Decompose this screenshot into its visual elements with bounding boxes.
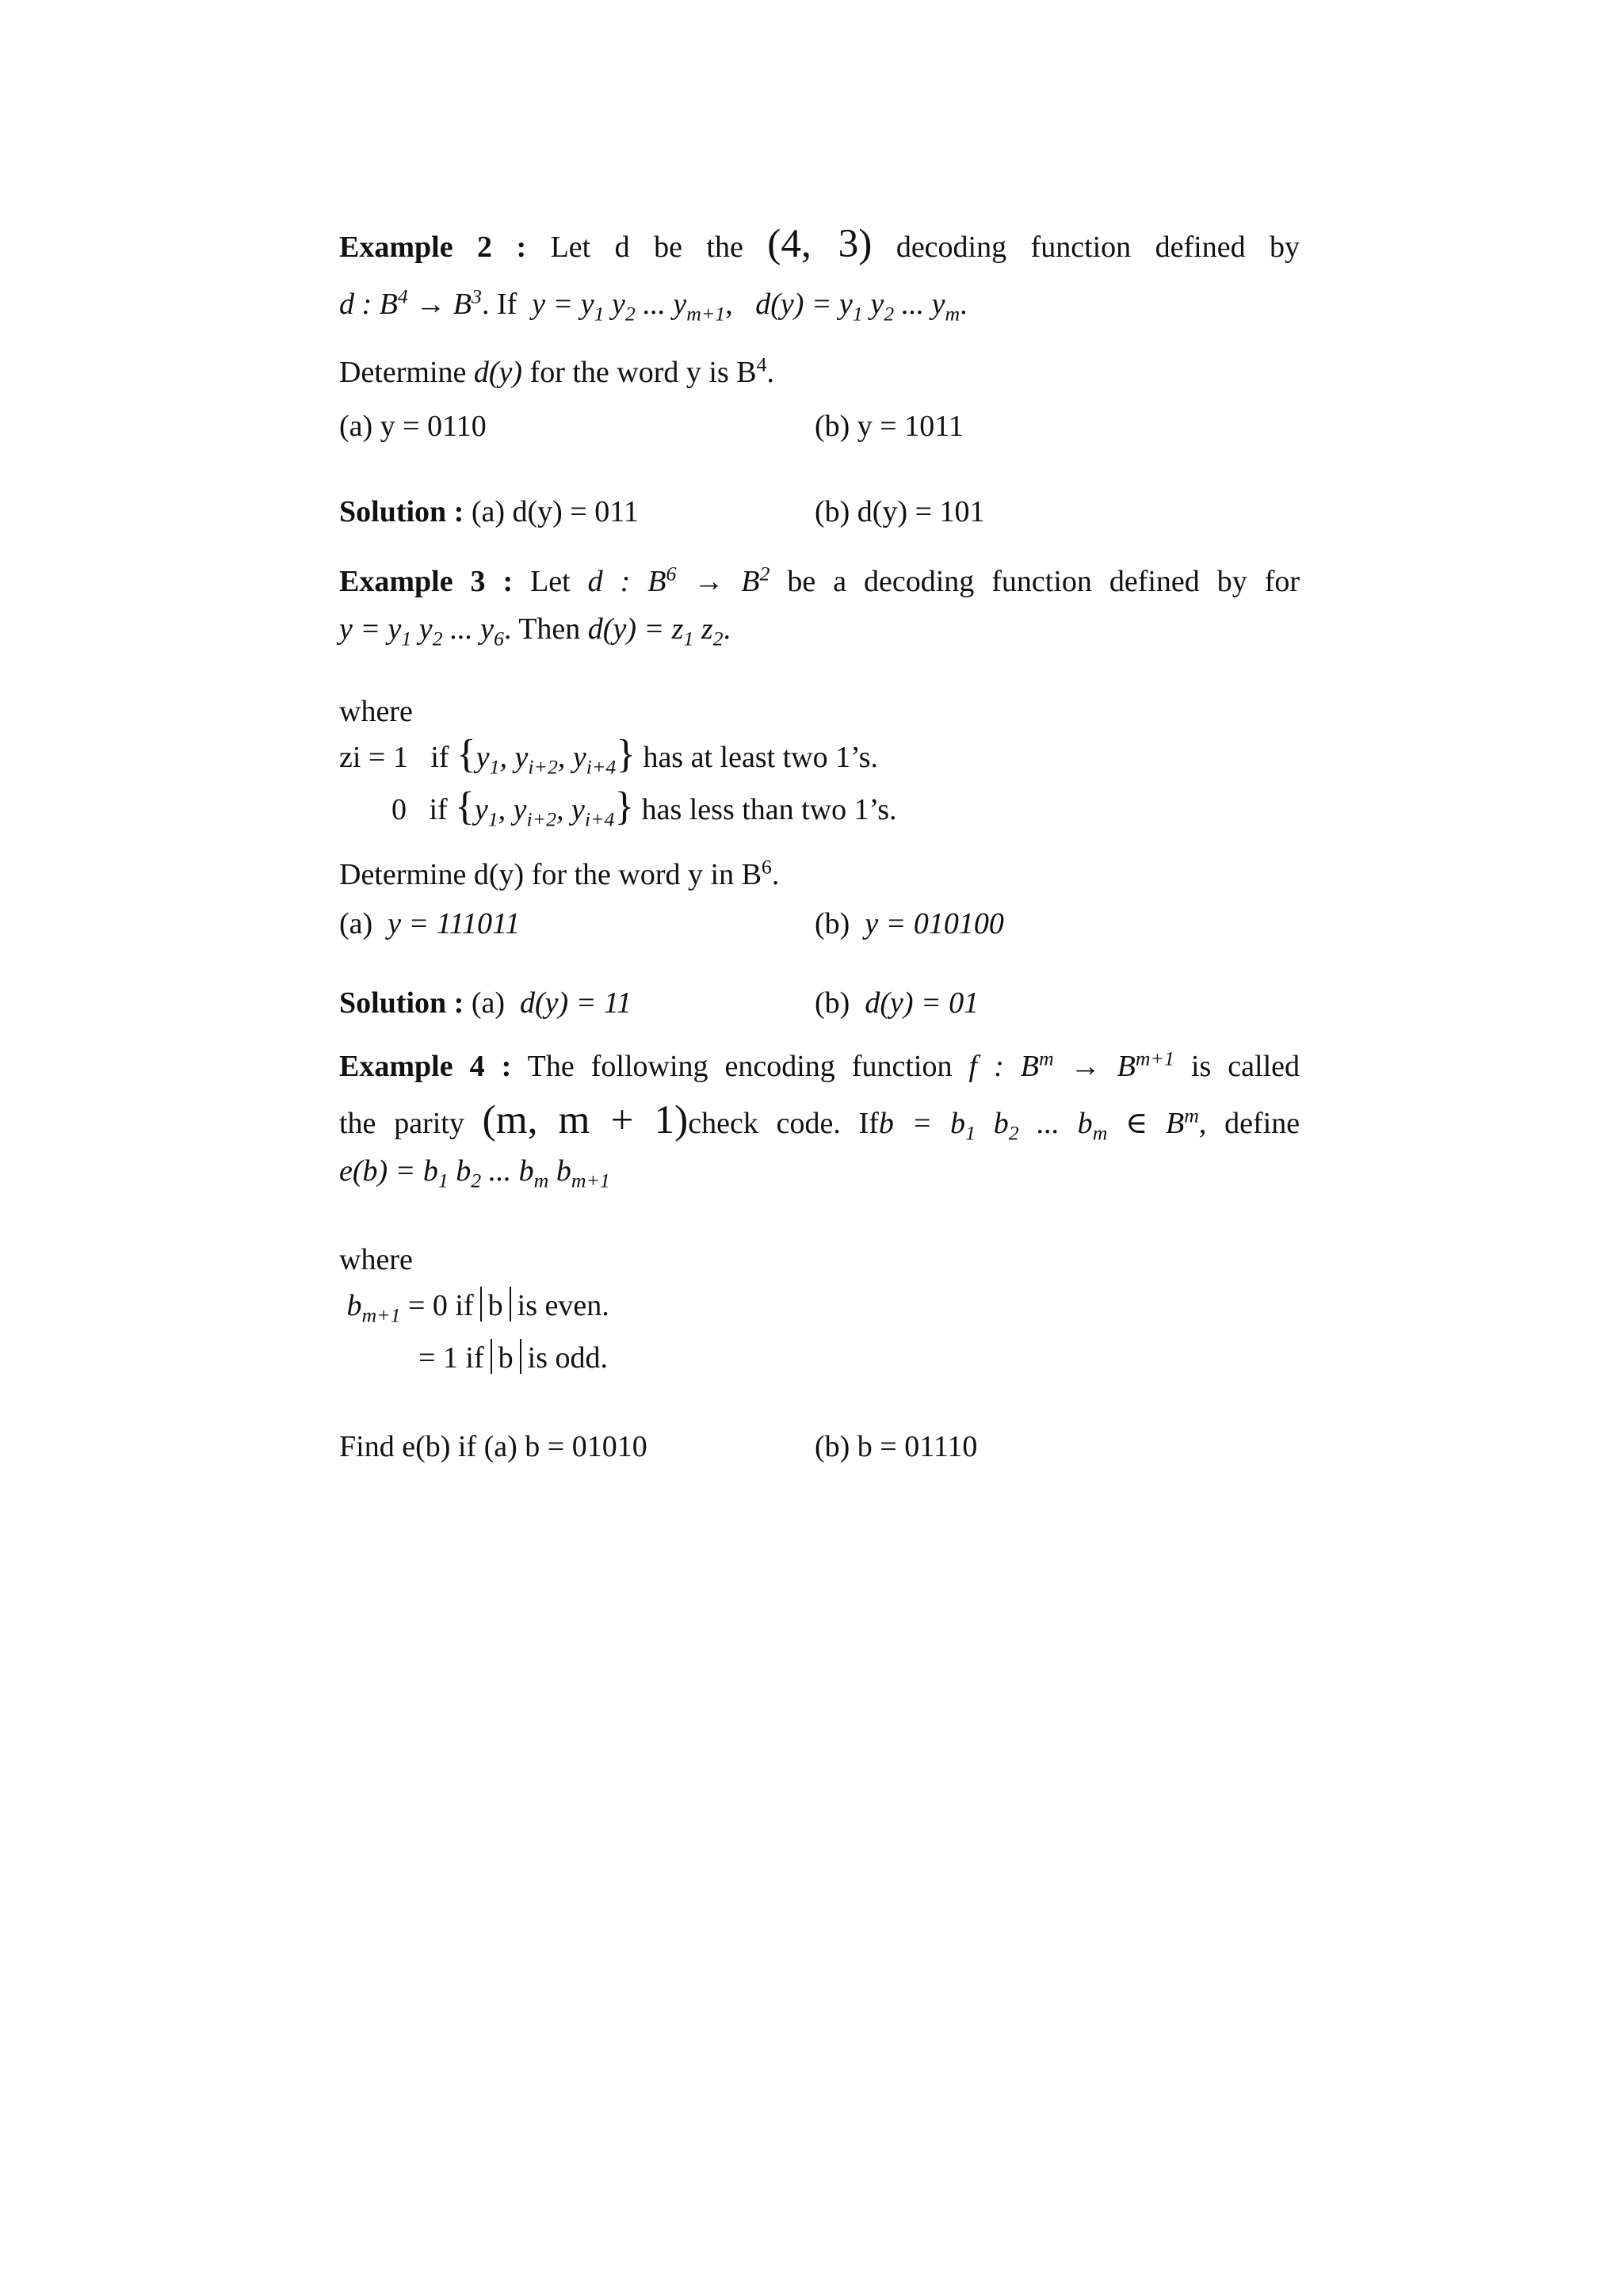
example2-determine-word: for the word y is B xyxy=(529,356,757,389)
example3-solution-b xyxy=(815,986,979,1022)
example2-parts-line xyxy=(339,409,487,445)
example2-pair: (4, 3) xyxy=(767,221,873,266)
example3-determine-text: Determine xyxy=(339,858,467,891)
example2-solution-label: Solution : xyxy=(339,495,464,528)
example4-code: code. xyxy=(776,1107,841,1140)
example2-determine-text: Determine xyxy=(339,356,467,389)
example2-solution-a: (a) d(y) = 011 xyxy=(471,495,639,528)
example3-label: Example 3 xyxy=(339,565,486,598)
example4-the: the xyxy=(339,1107,376,1140)
example4-parity-line xyxy=(339,1097,1300,1145)
example4-find: Find xyxy=(339,1430,395,1463)
example4-b-def: Ifb = $b_1$ $b_2$ ... $b_m$ ∈ $B^m$, xyxy=(858,1104,1207,1145)
example2-solution-b: (b) d(y) = 101 xyxy=(815,495,985,528)
example4-find-if: if (a) xyxy=(457,1430,517,1463)
example3-solution-label: Solution : xyxy=(339,986,464,1020)
example3-cond1: has at least two 1’s. xyxy=(643,741,878,774)
example3-solution-a-value: d(y) = 11 xyxy=(520,986,632,1020)
example2-colon: : xyxy=(516,231,527,264)
example2-part-b: (b) y = 1011 xyxy=(815,410,964,443)
example4-find-eb: e(b) xyxy=(402,1430,451,1463)
example3-zero-lead: 0 xyxy=(391,793,407,826)
example2-determine-exp: 4 xyxy=(756,353,767,376)
example2-def: d : $B^4 \to B^3$ xyxy=(339,284,482,321)
example2-determine-end: . xyxy=(766,356,775,389)
example4-text1: The following encoding function xyxy=(527,1050,953,1083)
example3-def: d : $B^6 \to B^2$ xyxy=(587,562,770,598)
example2-determine-dy: d(y) xyxy=(473,356,523,389)
example4-odd-b: b xyxy=(498,1341,514,1375)
example4-find-a: b = 01010 xyxy=(525,1430,647,1463)
example3-solution-b-value: d(y) = 01 xyxy=(865,986,980,1020)
example3-y-line xyxy=(339,612,731,648)
example2-if: . If xyxy=(481,288,517,321)
example4-even-eq: = 0 if xyxy=(400,1289,474,1322)
example3-heading-line xyxy=(339,564,1300,601)
abs-bar-right xyxy=(510,1287,511,1322)
example4-e-def: $e(b) = b_1$ $b_2$ ... $b_m$ $b_{m+1}$ xyxy=(339,1154,610,1192)
example3-determine-line xyxy=(339,857,779,894)
example2-y-def: $y = y_1$ $y_2$ ... $y_{m+1}$, xyxy=(532,288,733,326)
example4-find-b: (b) b = 01110 xyxy=(815,1430,978,1463)
example3-if2: if xyxy=(429,793,448,826)
example2-label: Example 2 xyxy=(339,231,493,264)
example3-part-a-value: y = 111011 xyxy=(388,907,521,940)
example3-condition1 xyxy=(339,731,878,779)
example3-if1: if xyxy=(430,741,449,774)
abs-bar-left xyxy=(480,1287,482,1322)
example3-determine-dy: d(y) xyxy=(473,858,525,891)
example2-determine-line xyxy=(339,355,774,391)
example2-solution-line xyxy=(339,494,639,531)
example2-text2: decoding function defined by xyxy=(896,231,1300,264)
example2-heading-line xyxy=(339,221,1300,266)
example2-part-a: (a) y = 0110 xyxy=(339,410,487,443)
example3-dy: $d(y) = z_1$ $z_2$. xyxy=(587,612,731,650)
example4-even-b: b xyxy=(487,1289,503,1322)
abs-bar-left xyxy=(491,1339,492,1374)
example2-definition-line xyxy=(339,284,968,326)
example4-even-text: is even. xyxy=(517,1289,609,1322)
example3-set2: {$y_1$, $y_{i+2}$, $y_{i+4}$} xyxy=(455,784,635,831)
example3-condition2 xyxy=(339,784,897,831)
example4-odd-eq: = 1 if xyxy=(418,1341,484,1375)
example3-then: . Then xyxy=(503,612,581,646)
example3-part-b xyxy=(815,906,1004,943)
example3-part-b-label: (b) xyxy=(815,907,850,940)
example2-dy-def: $d(y) = y_1$ $y_2$ ... $y_m$. xyxy=(755,288,968,326)
example3-set1: {$y_1$, $y_{i+2}$, $y_{i+4}$} xyxy=(456,731,636,779)
example4-bm1: b xyxy=(346,1289,362,1322)
example3-part-a-label: (a) xyxy=(339,907,373,940)
example3-text: be a decoding function defined by for xyxy=(787,565,1300,598)
example4-text2: is called xyxy=(1190,1050,1300,1083)
example3-solution-b-label: (b) xyxy=(815,986,850,1020)
example4-parity: parity xyxy=(394,1107,464,1140)
example4-even-line xyxy=(339,1287,609,1325)
example3-where: where xyxy=(339,695,413,728)
example3-part-b-value: y = 010100 xyxy=(865,907,1004,940)
example3-determine-end: . xyxy=(771,858,780,891)
example3-part-a xyxy=(339,906,520,943)
example3-let: Let xyxy=(530,565,571,598)
example3-cond2: has less than two 1’s. xyxy=(641,793,897,826)
example2-text1: Let d be the xyxy=(550,231,743,264)
example4-heading-line xyxy=(339,1049,1300,1085)
abs-bar-right xyxy=(520,1339,521,1374)
example4-find-line xyxy=(339,1429,647,1466)
example4-bm1-sub: m+1 xyxy=(361,1303,401,1327)
example3-zi-lead: zi = 1 xyxy=(339,741,408,774)
example4-odd-line xyxy=(418,1339,608,1377)
example4-f-def: f : $B^m \to B^{m+1}$ xyxy=(968,1047,1174,1083)
example3-determine-word: for the word y in B xyxy=(531,858,762,891)
example4-colon: : xyxy=(501,1050,512,1083)
example4-where: where xyxy=(339,1243,413,1276)
example3-colon: : xyxy=(502,565,514,598)
example3-determine-exp: 6 xyxy=(761,855,772,879)
example3-y-def: $y = y_1$ $y_2$ ... $y_6$ xyxy=(339,612,504,650)
example4-pair-check: (m, m + 1)check xyxy=(482,1097,758,1142)
example4-define: define xyxy=(1224,1107,1300,1140)
example4-odd-text: is odd. xyxy=(527,1341,609,1375)
example3-solution-line xyxy=(339,986,632,1022)
example3-solution-a-label: (a) xyxy=(471,986,506,1020)
example4-label: Example 4 xyxy=(339,1050,485,1083)
